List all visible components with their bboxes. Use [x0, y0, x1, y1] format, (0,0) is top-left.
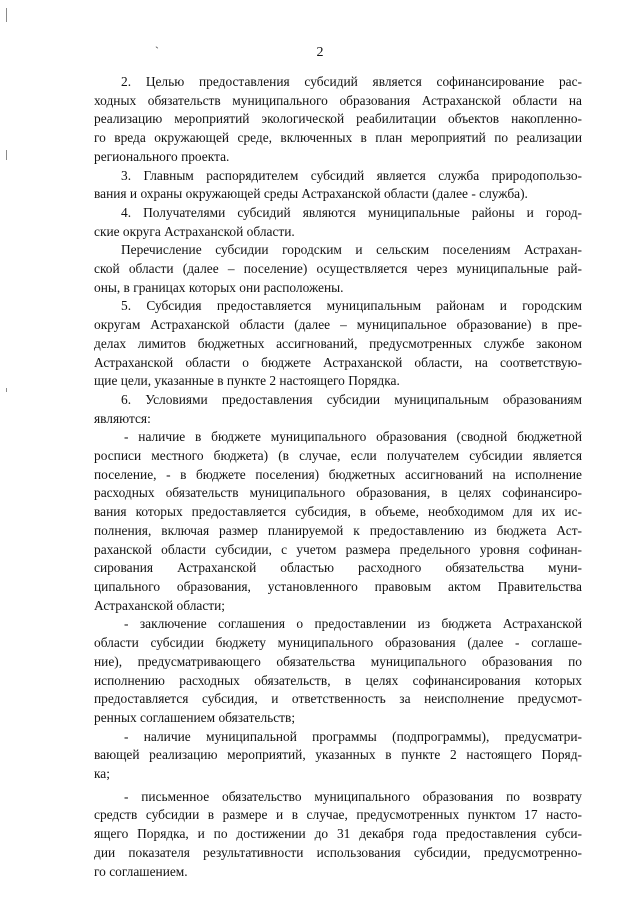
text-line: поселение, - в бюджете поселения) бюджетных ассигнований на исполнение	[94, 466, 582, 482]
document-body	[94, 73, 582, 881]
paragraph	[94, 204, 582, 241]
text-line: ние), предусматривающего обязательства муниципального образования по	[94, 653, 582, 669]
text-line: области субсидии бюджету муниципального образования (далее - соглаше-	[94, 635, 582, 651]
text-line: средств субсидии в размере и в случае, предусмотренных пунктом 17 насто-	[94, 807, 582, 823]
text-line: ка;	[94, 766, 110, 782]
text-line: вающей реализацию мероприятий, указанных в пункте 2 настоящего Поряд-	[94, 747, 582, 763]
text-line: - наличие в бюджете муниципального образования (сводной бюджетной	[124, 429, 582, 445]
text-line: ские округа Астраханской области.	[94, 223, 295, 239]
text-line: оны, в границах которых они расположены.	[94, 279, 344, 295]
text-line: исполнению расходных обязательств, в целях софинансирования которых	[94, 672, 582, 688]
text-line: Перечисление субсидии городским и сельским поселениям Астрахан-	[121, 242, 582, 258]
text-line: - заключение соглашения о предоставлении из бюджета Астраханской	[124, 616, 582, 632]
text-line: щие цели, указанные в пункте 2 настоящего Порядка.	[94, 373, 400, 389]
text-line: вания и охраны окружающей среды Астраханской области (далее - служба).	[94, 186, 528, 202]
paragraph	[94, 788, 582, 882]
text-line: раханской области субсидии, с учетом размера предельного уровня софинан-	[94, 541, 582, 557]
paragraph	[94, 728, 582, 784]
text-line: го соглашением.	[94, 863, 188, 879]
scan-edge-mark	[6, 388, 7, 392]
text-line: сирования Астраханской областью расходного обязательства муни-	[94, 560, 582, 576]
text-line: го вреда окружающей среде, включенных в план мероприятий по реализации	[94, 130, 582, 146]
text-line: 6. Условиями предоставления субсидии муниципальным образованиям	[121, 391, 582, 407]
paragraph	[94, 391, 582, 428]
text-line: ходных обязательств муниципального образования Астраханской области на	[94, 92, 582, 108]
text-line: 4. Получателями субсидий являются муниципальные районы и город-	[121, 204, 582, 220]
paragraph	[94, 297, 582, 391]
paragraph	[94, 167, 582, 204]
text-line: делах лимитов бюджетных ассигнований, предусмотренных службе законом	[94, 335, 582, 351]
paragraph	[94, 428, 582, 615]
text-line: расходных обязательств муниципального образования, в целях софинансиро-	[94, 485, 582, 501]
text-line: Астраханской области;	[94, 597, 226, 613]
text-line: 2. Целью предоставления субсидий является софинансирование рас-	[121, 74, 582, 89]
text-line: - письменное обязательство муниципального образования по возврату	[124, 788, 582, 804]
paragraph	[94, 241, 582, 297]
page-number: 2	[316, 45, 324, 60]
margin-mark: `	[155, 44, 159, 58]
text-line: являются:	[94, 410, 151, 426]
text-line: - наличие муниципальной программы (подпрограммы), предусматри-	[124, 728, 582, 744]
text-line: предоставляется субсидия, и ответственность за неисполнение предусмот-	[94, 691, 582, 707]
text-line: росписи местного бюджета) (в случае, если получателем субсидии является	[94, 448, 582, 464]
text-line: округам Астраханской области (далее – муниципальное образование) в пре-	[94, 317, 582, 333]
text-line: ящего Порядка, и по достижении до 31 декабря года предоставления субси-	[94, 826, 582, 842]
text-line: регионального проекта.	[94, 148, 230, 164]
paragraph	[94, 615, 582, 727]
text-line: Астраханской области о бюджете Астраханской области, на соответствую-	[94, 354, 582, 370]
text-line: ципального образования, установленного правовым актом Правительства	[94, 578, 582, 594]
text-line: реализацию мероприятий экологической реабилитации объектов накопленно-	[94, 111, 582, 127]
text-line: вания которых предоставляется субсидия, в объеме, необходимом для их ис-	[94, 504, 582, 520]
text-line: ской области (далее – поселение) осуществляется через муниципальные рай-	[94, 261, 582, 277]
text-line: 5. Субсидия предоставляется муниципальным районам и городским	[121, 298, 582, 314]
text-line: дии показателя результативности использования субсидии, предусмотренно-	[94, 844, 582, 860]
paragraph	[94, 73, 582, 167]
scan-edge-mark	[6, 150, 7, 160]
text-line: 3. Главным распорядителем субсидий является служба природопользо-	[121, 167, 582, 183]
text-line: полнения, включая размер планируемой к предоставлению из бюджета Аст-	[94, 522, 582, 538]
scan-edge-mark	[6, 8, 7, 22]
text-line: ренных соглашением обязательств;	[94, 709, 296, 725]
